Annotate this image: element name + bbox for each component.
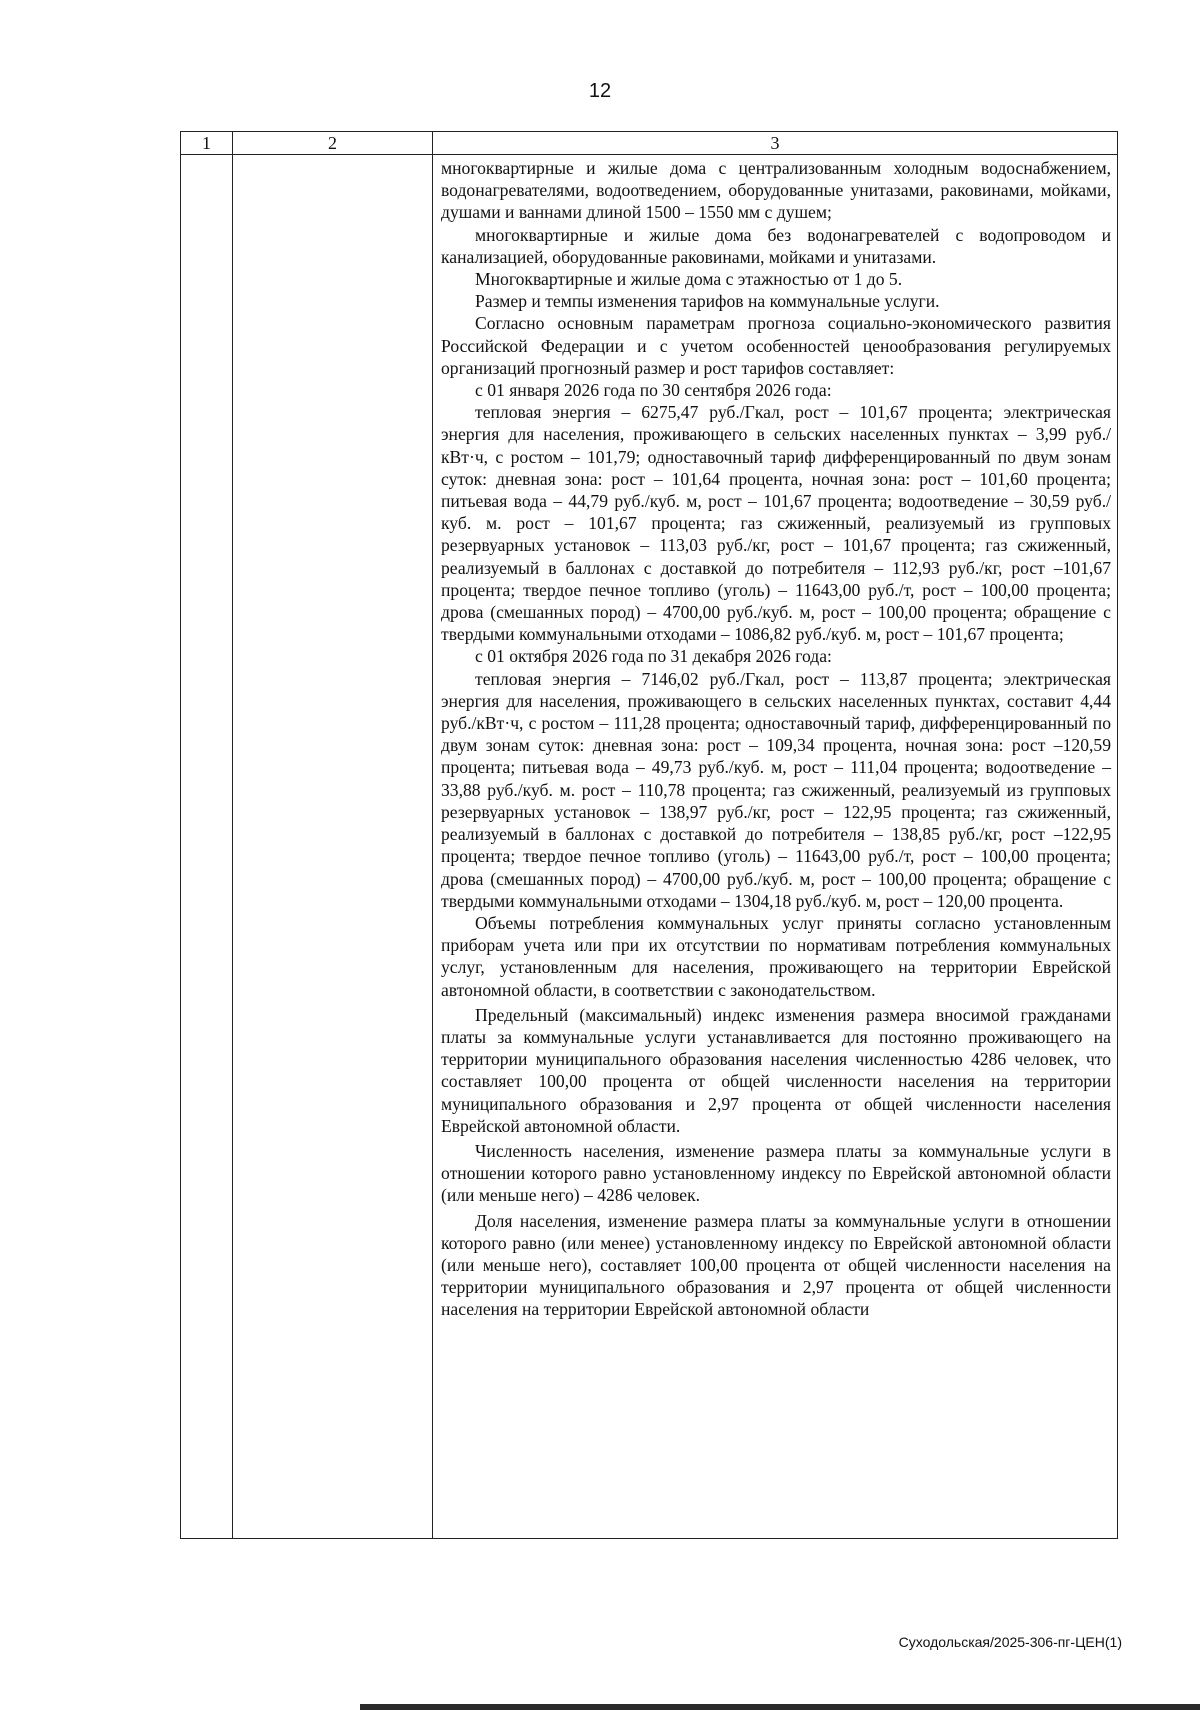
paragraph: Объемы потребления коммунальных услуг приняты согласно установленным приборам учета или при их отсутствии по нормативам потребления коммунальных услуг, установленным для населения, проживающего на территории Еврейской автономной области, в соответствии с законодательством. [441,912,1111,1000]
paragraph: многоквартирные и жилые дома без водонагревателей с водопроводом и канализацией, оборудованные раковинами, мойками и унитазами. [441,224,1111,267]
column-header-2: 2 [233,132,433,155]
document-code: Суходольская/2025-306-пг-ЦЕН(1) [898,1634,1122,1650]
column-1-cell [181,155,233,1539]
tariff-text [433,155,1117,1321]
paragraph: с 01 октября 2026 года по 31 декабря 2026 года: [475,646,832,667]
paragraph: с 01 января 2026 года по 30 сентября 2026 года: [475,380,832,401]
paragraph: Размер и темпы изменения тарифов на коммунальные услуги. [475,291,940,312]
scan-edge-line [360,1704,1200,1710]
column-2-cell [233,155,433,1539]
document-table [180,131,1118,1539]
paragraph: Многоквартирные и жилые дома с этажностью от 1 до 5. [475,269,903,290]
paragraph: Согласно основным параметрам прогноза социально-экономического развития Российской Федерации и с учетом особенностей ценообразования регулируемых организаций прогнозный размер и рост тарифов составляет: [441,313,1111,378]
paragraph: тепловая энергия – 7146,02 руб./Гкал, рост – 113,87 процента; электрическая энергия для населения, проживающего в сельских населенных пунктах, составит 4,44 руб./кВт·ч, с ростом – 111,28 процента; одноставочный тариф, дифференцированный по двум зонам суток: дневная зона: рост – 109,34 процента, ночная зона: рост –120,59 процента; питьевая вода – 49,73 руб./куб. м, рост – 111,04 процента; водоотведение – 33,88 руб./куб. м. рост – 110,78 процента; газ сжиженный, реализуемый из групповых резервуарных установок – 138,97 руб./кг, рост – 122,95 процента; газ сжиженный, реализуемый в баллонах с доставкой до потребителя – 138,85 руб./кг, рост –122,95 процента; твердое печное топливо (уголь) – 11643,00 руб./т, рост – 100,00 процента; дрова (смешанных пород) – 4700,00 руб./куб. м, рост – 100,00 процента; обращение с твердыми коммунальными отходами – 1304,18 руб./куб. м, рост – 120,00 процента. [441,668,1111,911]
paragraph: Доля населения, изменение размера платы за коммунальные услуги в отношении которого равно (или менее) установленному индексу по Еврейской автономной области (или меньше него), составляет 100,00 процента от общей численности населения на территории муниципального образования и 2,97 процента от общей численности населения на территории Еврейской автономной области [441,1210,1111,1320]
table-header-row [181,132,1118,155]
paragraph: многоквартирные и жилые дома с централизованным холодным водоснабжением, водонагревателями, водоотведением, оборудованные унитазами, раковинами, мойками, душами и ваннами длиной 1500 – 1550 мм с душем; [441,158,1111,223]
column-header-1: 1 [181,132,233,155]
paragraph: тепловая энергия – 6275,47 руб./Гкал, рост – 101,67 процента; электрическая энергия для населения, проживающего в сельских населенных пунктах – 3,99 руб./кВт·ч, с ростом – 101,79; одноставочный тариф дифференцированный по двум зонам суток: дневная зона: рост – 101,64 процента, ночная зона: рост – 101,60 процента; питьевая вода – 44,79 руб./куб. м, рост – 101,67 процента; водоотведение – 30,59 руб./куб. м. рост – 101,67 процента; газ сжиженный, реализуемый из групповых резервуарных установок – 113,03 руб./кг, рост – 101,67 процента; газ сжиженный, реализуемый в баллонах с доставкой до потребителя – 112,93 руб./кг, рост –101,67 процента; твердое печное топливо (уголь) – 11643,00 руб./т, рост – 100,00 процента; дрова (смешанных пород) – 4700,00 руб./куб. м, рост – 100,00 процента; обращение с твердыми коммунальными отходами – 1086,82 руб./куб. м, рост – 101,67 процента; [441,402,1111,645]
column-header-3: 3 [433,132,1118,155]
table-body-row [181,155,1118,1539]
paragraph: Предельный (максимальный) индекс изменения размера вносимой гражданами платы за коммунальные услуги устанавливается для постоянно проживающего на территории муниципального образования населения численностью 4286 человек, что составляет 100,00 процента от общей численности населения на территории муниципального образования и 2,97 процента от общей численности населения Еврейской автономной области. [441,1004,1111,1136]
paragraph: Численность населения, изменение размера платы за коммунальные услуги в отношении которого равно установленному индексу по Еврейской автономной области (или меньше него) – 4286 человек. [441,1140,1111,1206]
page-number: 12 [588,80,612,102]
column-3-cell [433,155,1118,1539]
